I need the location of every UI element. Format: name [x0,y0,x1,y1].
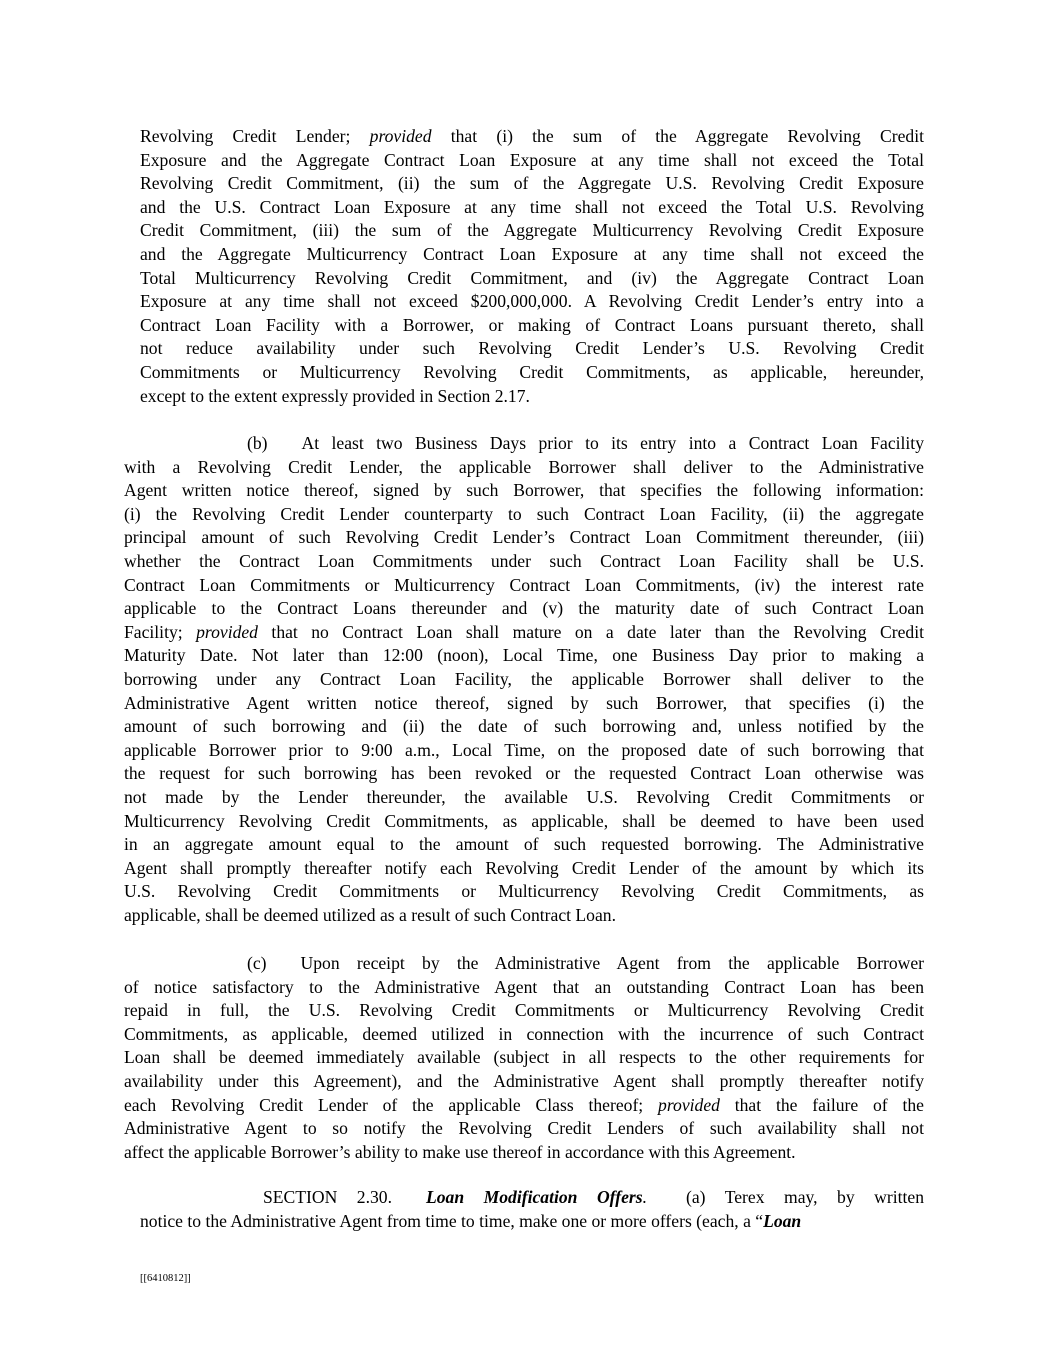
text-run: each Revolving Credit Lender of the applicable Class thereof; [124,1094,659,1115]
para-a-line-5 [140,219,924,243]
para-b-line-14 [124,739,924,763]
text-run: that (i) the sum of the Aggregate Revolving Credit [431,126,924,146]
text-run: Commitments or Multicurrency Revolving Credit Commitments, as applicable, hereunder, [140,361,924,382]
document-footer-id: [[6410812]] [140,1273,191,1284]
para-b-line-18 [124,833,924,857]
text-run: repaid in full, the U.S. Revolving Credit Commitments or Multicurrency Revolving Credit [124,1000,924,1021]
para-b-line-17 [124,810,924,834]
para-a-line-4 [140,196,924,220]
para-b-line-16 [124,786,924,810]
text-run: and the U.S. Contract Loan Exposure at any time shall not exceed the Total U.S. Revolving [140,196,924,217]
section-2-30-heading [140,1186,924,1233]
para-b-line-2 [124,456,924,480]
para-c-line-3 [124,999,924,1023]
text-run: Credit Commitment, (iii) the sum of the Aggregate Multicurrency Revolving Credit Exposure [140,220,924,241]
para-a-line-2 [140,149,924,173]
emphasis-run: provided [196,621,258,642]
text-run: Commitments, as applicable, deemed utilized in connection with the incurrence of such Contract [124,1023,924,1044]
paragraph-c [124,952,924,1164]
text-run: not reduce availability under such Revolving Credit Lender’s U.S. Revolving Credit [140,338,924,359]
para-a-line-9 [140,314,924,338]
text-run: applicable, shall be deemed utilized as a result of such Contract Loan. [124,904,616,925]
text-run: Administrative Agent written notice thereof, signed by such Borrower, that specifies (i) the [124,692,924,713]
text-run: Multicurrency Revolving Credit Commitments, as applicable, shall be deemed to have been used [124,810,924,831]
para-b-line-4 [124,503,924,527]
text-run: in an aggregate amount equal to the amount of such requested borrowing. The Administrative [124,834,924,855]
section-2-30-line-2 [140,1210,924,1234]
text-run: borrowing under any Contract Loan Facility, the applicable Borrower shall deliver to the [124,668,924,689]
para-b-line-21 [124,904,924,928]
text-run: that the failure of the [719,1094,924,1115]
text-run: of notice satisfactory to the Administrative Agent that an outstanding Contract Loan has been [124,976,924,997]
para-a-line-10 [140,337,924,361]
para-c-line-5 [124,1046,924,1070]
text-run: affect the applicable Borrower’s ability to make use thereof in accordance with this Agreement. [124,1141,796,1162]
section-line-2-defined-term: Loan [763,1210,802,1231]
text-run: Revolving Credit Commitment, (ii) the sum of the Aggregate U.S. Revolving Credit Exposure [140,173,924,194]
text-run: Administrative Agent to so notify the Revolving Credit Lenders of such availability shall not [124,1118,924,1139]
para-b-line-3 [124,479,924,503]
para-b-line-19 [124,857,924,881]
text-run: applicable to the Contract Loans thereunder and (v) the maturity date of such Contract Loan [124,598,924,619]
para-b-label: (b) [247,433,268,453]
text-run: availability under this Agreement), and the Administrative Agent shall promptly thereafter notify [124,1070,924,1091]
emphasis-run: provided [369,126,432,146]
para-a-line-7 [140,267,924,291]
para-b-line-20 [124,880,924,904]
emphasis-run: provided [658,1094,720,1115]
text-run: Agent written notice thereof, signed by such Borrower, that specifies the following information: [124,480,924,501]
section-title-punct: . [642,1187,647,1207]
para-c-line-6 [124,1070,924,1094]
para-c-line-8 [124,1117,924,1141]
text-run: principal amount of such Revolving Credit Lender’s Contract Loan Commitment thereunder, (iii) [124,527,924,548]
text-run: Agent shall promptly thereafter notify each Revolving Credit Lender of the amount by which its [124,857,924,878]
text-run: with a Revolving Credit Lender, the applicable Borrower shall deliver to the Administrative [124,456,924,477]
text-run: the request for such borrowing has been revoked or the requested Contract Loan otherwise was [124,763,924,784]
section-line-2-text: notice to the Administrative Agent from time to time, make one or more offers (each, a “ [140,1210,764,1231]
text-run: except to the extent expressly provided in Section 2.17. [140,385,530,406]
text-run: Contract Loan Commitments or Multicurrency Contract Loan Commitments, (iv) the interest rate [124,574,924,595]
para-c-line-9 [124,1141,924,1165]
para-a-line-11 [140,361,924,385]
section-title: Loan Modification Offers [425,1187,643,1207]
para-c-line-7 [124,1094,924,1118]
text-run: that no Contract Loan shall mature on a date later than the Revolving Credit [257,621,924,642]
para-c-line-4 [124,1023,924,1047]
text-run: not made by the Lender thereunder, the available U.S. Revolving Credit Commitments or [124,786,924,807]
text-run: Facility; [124,621,197,642]
text-run: Exposure and the Aggregate Contract Loan Exposure at any time shall not exceed the Total [140,149,924,170]
text-run: Contract Loan Facility with a Borrower, or making of Contract Loans pursuant thereto, shall [140,314,924,335]
text-run: Total Multicurrency Revolving Credit Commitment, and (iv) the Aggregate Contract Loan [140,267,924,288]
text-run: applicable Borrower prior to 9:00 a.m., Local Time, on the proposed date of such borrowing that [124,739,924,760]
para-b-line-7 [124,574,924,598]
section-number: SECTION 2.30. [263,1187,392,1207]
paragraph-b [124,432,924,927]
text-run: whether the Contract Loan Commitments under such Contract Loan Facility shall be U.S. [124,550,924,571]
text-run: Exposure at any time shall not exceed $200,000,000. A Revolving Credit Lender’s entry into a [140,291,924,312]
text-run: (i) the Revolving Credit Lender counterparty to such Contract Loan Facility, (ii) the aggregate [124,503,924,524]
para-a-line-6 [140,243,924,267]
para-c-line-1 [124,952,924,976]
para-b-line-13 [124,715,924,739]
text-run: Upon receipt by the Administrative Agent from the applicable Borrower [300,953,924,973]
text-run: At least two Business Days prior to its entry into a Contract Loan Facility [301,433,924,453]
para-b-line-1 [124,432,924,456]
para-b-line-8 [124,597,924,621]
text-run: Revolving Credit Lender; [140,126,370,146]
text-run: Maturity Date. Not later than 12:00 (noon), Local Time, one Business Day prior to making a [124,645,924,666]
para-b-line-15 [124,762,924,786]
text-run: amount of such borrowing and (ii) the date of such borrowing and, unless notified by the [124,716,924,737]
para-c-line-2 [124,976,924,1000]
para-a-line-12 [140,385,924,409]
para-b-line-6 [124,550,924,574]
para-a-line-1 [140,125,924,149]
para-c-label: (c) [247,953,267,973]
para-a-line-3 [140,172,924,196]
para-b-line-11 [124,668,924,692]
text-run: Loan shall be deemed immediately available (subject in all respects to the other requirements for [124,1047,924,1068]
text-run: U.S. Revolving Credit Commitments or Multicurrency Revolving Credit Commitments, as [124,881,924,902]
section-2-30-line-1 [140,1186,924,1210]
para-b-line-10 [124,644,924,668]
para-b-line-9 [124,621,924,645]
section-line-1-rest: (a) Terex may, by written [646,1187,924,1207]
para-a-line-8 [140,290,924,314]
text-run: and the Aggregate Multicurrency Contract Loan Exposure at any time shall not exceed the [140,243,924,264]
paragraph-a-continuation [140,125,924,408]
para-b-line-5 [124,526,924,550]
para-b-line-12 [124,692,924,716]
